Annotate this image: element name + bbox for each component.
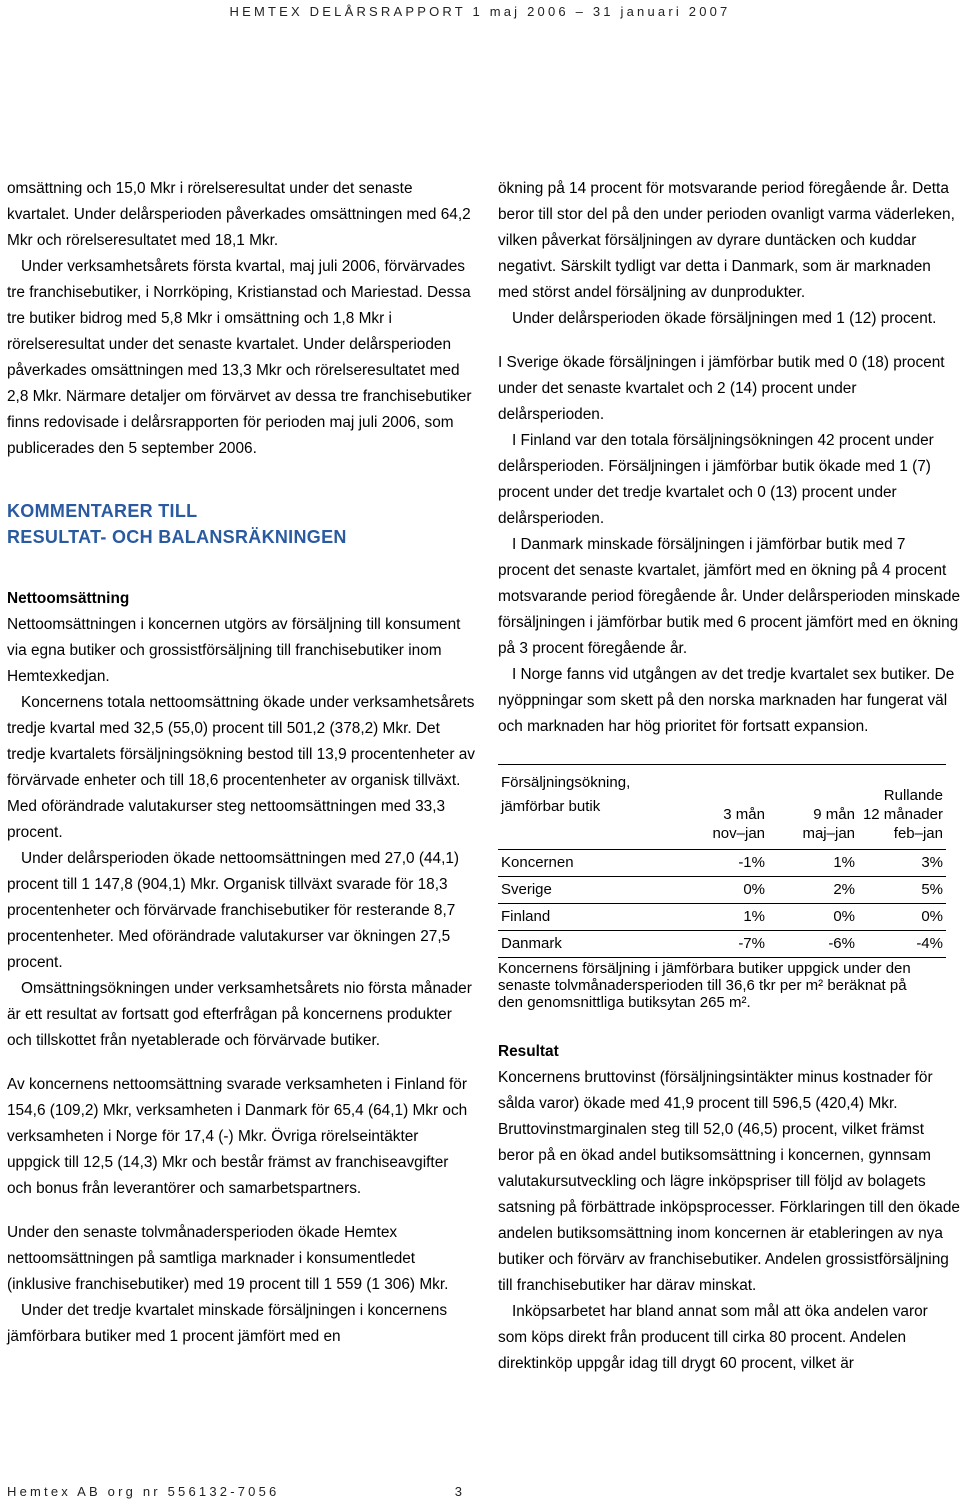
table-header-text: feb–jan	[893, 825, 943, 842]
paragraph: Av koncernens nettoomsättning svarade verksamheten i Finland för 154,6 (109,2) Mkr, verksamheten i Danmark för 65,4 (64,1) Mkr och verksamheten i Norge för 17,4 (-) Mkr. Övriga rörelseintäkter uppgick till 12,5 (14,3) Mkr och består främst av franchiseavgifter och bonus från leverantörer och samarbetspartners.	[7, 1076, 468, 1197]
table-header-text: Rullande	[883, 787, 943, 804]
paragraph: omsättning och 15,0 Mkr i rörelseresultat under det senaste kvartalet. Under delårsperioden påverkades omsättningen med 64,2 Mkr och rörelseresultatet med 18,1 Mkr.	[7, 180, 471, 249]
table-row	[498, 931, 946, 958]
table-header-text: 9 mån	[813, 806, 855, 823]
paragraph: Under delårsperioden ökade nettoomsättningen med 27,0 (44,1) procent till 1 147,8 (904,1) Mkr. Organisk tillväxt svarade för 18,3 procentenheter och förvärvade franchisebutiker för resterande 8,7 procentenheter. Med oförändrade valutakurser var ökningen 27,5 procent.	[7, 850, 460, 971]
table-row	[498, 877, 946, 904]
table-header-text: 12 månader	[862, 806, 943, 823]
paragraph: Under det tredje kvartalet minskade försäljningen i koncernens jämförbara butiker med 1 procent jämfört med en	[7, 1302, 448, 1345]
table-cell: 0%	[674, 877, 768, 904]
paragraph: Koncernens totala nettoomsättning ökade under verksamhetsårets tredje kvartal med 32,5 (55,0) procent till 501,2 (378,2) Mkr. Det tredje kvartalets försäljningsökning bestod till 13,9 procentenheter av förvärvade enheter och till 18,6 procentenheter av organisk tillväxt. Med oförändrade valutakurser steg nettoomsättningen med 33,3 procent.	[7, 694, 475, 841]
table-cell: -6%	[768, 931, 858, 958]
table-header-label	[498, 765, 674, 850]
table-cell: 0%	[768, 904, 858, 931]
table-header-label-line: jämförbar butik	[501, 798, 601, 815]
table-header-text: maj–jan	[802, 825, 855, 842]
table-header-3man	[674, 765, 768, 850]
sub-heading-nettoomsattning: Nettoomsättning	[7, 590, 130, 607]
sales-growth-table	[498, 764, 946, 958]
table-cell: -4%	[858, 931, 946, 958]
right-column	[498, 176, 960, 1377]
table-header-label-line: Försäljningsökning,	[501, 774, 631, 791]
paragraph: Koncernens bruttovinst (försäljningsintäkter minus kostnader för sålda varor) ökade med 41,9 procent till 596,5 (420,4) Mkr. Bruttovinstmarginalen steg till 52,0 (46,5) procent, vilket främst beror på en ökad andel butiksomsättning i koncernen, gynnsam valutakursutveckling och lägre inköpspriser till följd av bolagets satsning på förbättrade inköpsprocesser. Förklaringen till den ökade andelen butiksomsättning inom koncernen är etableringen av nya butiker och förvärv av franchisebutiker. Andelen grossistförsäljning till franchisebutiker har därav minskat.	[498, 1069, 960, 1294]
page-number: 3	[454, 1484, 462, 1499]
paragraph: Nettoomsättningen i koncernen utgörs av försäljning till konsument via egna butiker och grossistförsäljning till franchisebutiker inom Hemtexkedjan.	[7, 616, 461, 685]
table-cell: 3%	[858, 850, 946, 877]
paragraph: Under den senaste tolvmånadersperioden ökade Hemtex nettoomsättningen på samtliga marknader i konsumentledet (inklusive franchisebutiker) med 19 procent till 1 559 (1 306) Mkr.	[7, 1224, 449, 1293]
paragraph: Under delårsperioden ökade försäljningen med 1 (12) procent.	[512, 310, 937, 327]
paragraph: Omsättningsökningen under verksamhetsårets nio första månader är ett resultat av fortsatt god efterfrågan på koncernens produkter och tillskottet från nyetablerade och förvärvade butiker.	[7, 980, 472, 1049]
table-footnote: Koncernens försäljning i jämförbara butiker uppgick under den senaste tolvmånadersperioden till 36,6 tkr per m² beräknat på den genomsnittliga butiksytan 265 m².	[498, 960, 911, 1011]
page-footer	[7, 1484, 462, 1499]
left-column	[7, 176, 475, 1350]
section-heading-line-1: KOMMENTARER TILL	[7, 501, 198, 521]
paragraph: Inköpsarbetet har bland annat som mål att öka andelen varor som köps direkt från producent till cirka 80 procent. Andelen direktinköp uppgår idag till drygt 60 procent, vilket är	[498, 1303, 928, 1372]
table-cell: 0%	[858, 904, 946, 931]
section-heading-line-2: RESULTAT- OCH BALANSRÄKNINGEN	[7, 527, 347, 547]
section-heading	[7, 498, 475, 550]
table-row	[498, 904, 946, 931]
table-cell: -1%	[674, 850, 768, 877]
paragraph: ökning på 14 procent för motsvarande period föregående år. Detta beror till stor del på den under perioden ovanligt varma väderleken, vilken påverkat försäljningen av dyrare duntäcken och kuddar negativt. Särskilt tydligt var detta i Danmark, som är marknaden med störst andel försäljning av dunprodukter.	[498, 180, 955, 301]
table-header-9man	[768, 765, 858, 850]
table-cell: 1%	[674, 904, 768, 931]
table-cell-label: Koncernen	[498, 850, 674, 877]
table-cell: 1%	[768, 850, 858, 877]
paragraph: I Finland var den totala försäljningsökningen 42 procent under delårsperioden. Försäljningen i jämförbar butik ökade med 1 (7) procent under det tredje kvartalet och 0 (13) procent under delårsperioden.	[498, 432, 934, 527]
sub-heading-resultat: Resultat	[498, 1043, 559, 1060]
paragraph: I Sverige ökade försäljningen i jämförbar butik med 0 (18) procent under det senaste kvartalet och 2 (14) procent under delårsperioden.	[498, 354, 945, 423]
paragraph: I Danmark minskade försäljningen i jämförbar butik med 7 procent det senaste kvartalet, jämfört med en ökning på 4 procent motsvarande period föregående år. Under delårsperioden minskade försäljningen i jämförbar butik med 6 procent jämfört med en ökning på 3 procent föregående år.	[498, 536, 960, 657]
page-header: HEMTEX DELÅRSRAPPORT 1 maj 2006 – 31 januari 2007	[229, 4, 731, 19]
table-cell-label: Sverige	[498, 877, 674, 904]
paragraph: Under verksamhetsårets första kvartal, maj juli 2006, förvärvades tre franchisebutiker, i Norrköping, Kristianstad och Mariestad. Dessa tre butiker bidrog med 5,8 Mkr i omsättning och 1,8 Mkr i rörelseresultat under det senaste kvartalet. Under delårsperioden påverkades omsättningen med 13,3 Mkr och rörelseresultatet med 2,8 Mkr. Närmare detaljer om förvärvet av dessa tre franchisebutiker finns redovisade i delårsrapporten för perioden maj juli 2006, som publicerades den 5 september 2006.	[7, 258, 472, 457]
table-cell: 2%	[768, 877, 858, 904]
table-header-text: 3 mån	[723, 806, 765, 823]
table-header-row	[498, 765, 946, 850]
paragraph: I Norge fanns vid utgången av det tredje kvartalet sex butiker. De nyöppningar som skett på den norska marknaden har fungerat väl och marknaden har hög prioritet för fortsatt expansion.	[498, 666, 955, 735]
table-cell-label: Finland	[498, 904, 674, 931]
table-row	[498, 850, 946, 877]
table-cell: -7%	[674, 931, 768, 958]
table-header-text: nov–jan	[712, 825, 765, 842]
table-cell: 5%	[858, 877, 946, 904]
footer-company: Hemtex AB org nr 556132-7056	[7, 1484, 280, 1499]
table-cell-label: Danmark	[498, 931, 674, 958]
table-header-rullande	[858, 765, 946, 850]
